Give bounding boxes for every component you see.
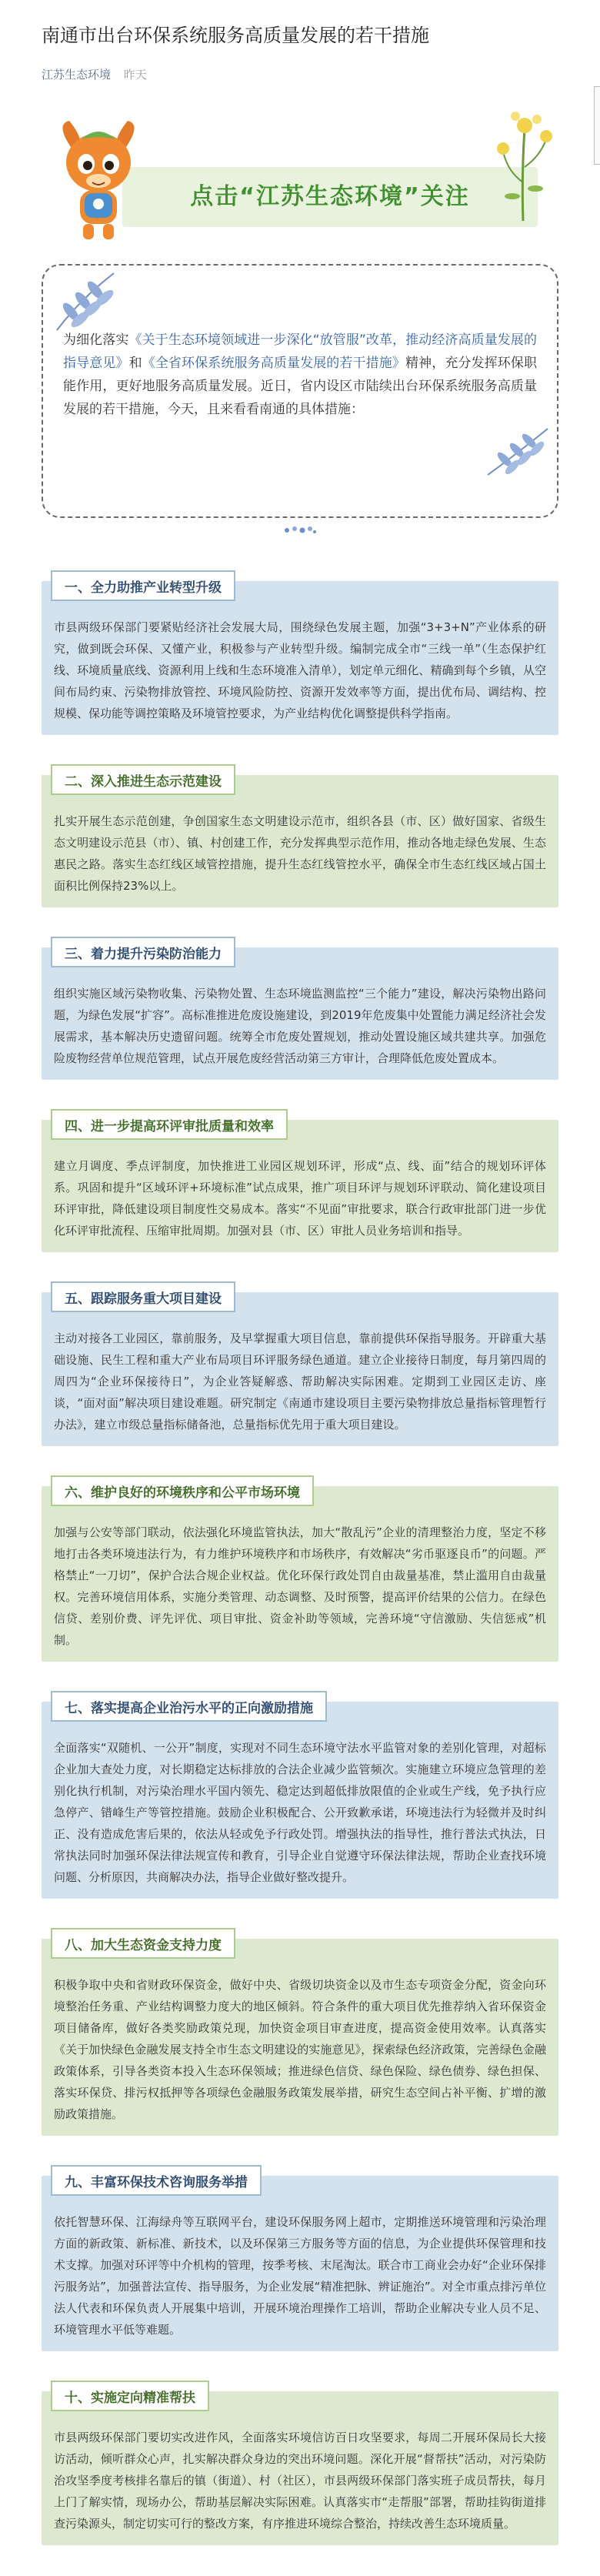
section-8 <box>42 1939 558 2136</box>
section-box <box>42 1486 558 1662</box>
section-box <box>42 1292 558 1446</box>
follow-banner-bar <box>122 167 538 227</box>
section-text: 主动对接各工业园区，靠前服务，及早掌握重大项目信息，靠前提供环保指导服务。开辟重大基础设施、民生工程和重大产业布局项目环评服务绿色通道。建立企业接待日制度，每月第四周的周四为“企业环保接待日”，为企业答疑解惑、帮助解决实际困难。定期到工业园区走访、座谈，“面对面”解决项目建设难题。研究制定《南通市建设项目主要污染物排放总量指标管理暂行办法》，建立市级总量指标储备池，总量指标优先用于重大项目建设。 <box>54 1331 546 1432</box>
section-text: 全面落实“双随机、一公开”制度，实现对不同生态环境守法水平监管对象的差别化管理，对超标企业加大查处力度，对长期稳定达标排放的合法企业减少监管频次。实施建立环境应急管理的差别化执行机制，对污染治理水平国内领先、稳定达到超低排放限值的企业或生产线，免予执行应急停产、错峰生产等管控措施。鼓励企业积极配合、公开致歉承诺，环境违法行为轻微并及时纠正、没有造成危害后果的，依法从轻或免予行政处罚。增强执法的指导性，推行普法式执法，日常执法同时加强环保法律法规宣传和教育，引导企业自觉遵守环保法律法规，帮助企业查找环境问题、分析原因，共商解决办法，指导企业做好整改提升。 <box>54 1741 546 1884</box>
section-3 <box>42 947 558 1080</box>
section-heading: 八、加大生态资金支持力度 <box>51 1928 235 1959</box>
section-text: 组织实施区域污染物收集、污染物处置、生态环境监测监控“三个能力”建设，解决污染物出路问题，为绿色发展“扩容”。高标准推进危废设施建设，到2019年危废集中处置能力满足经济社会发展需求，基本解决历史遗留问题。统筹全市危废处置规划，推动处置设施区域共建共享。加强危险废物经营单位规范管理，试点开展危废经营活动第三方审计，合理降低危废处置成本。 <box>54 987 546 1065</box>
section-4 <box>42 1120 558 1252</box>
section-6 <box>42 1486 558 1662</box>
section-heading: 十、实施定向精准帮扶 <box>51 2381 209 2411</box>
section-heading: 九、丰富环保技术咨询服务举措 <box>51 2165 262 2196</box>
section-box <box>42 947 558 1080</box>
leaf-icon <box>49 269 118 333</box>
intro-text-3: 精神，充分发挥环保职能作用，更好地服务高质量发展。近日，省内设区市陆续出台环保系统服务高质量发展的若干措施，今天，且来看看南通的具体措施： <box>63 356 538 417</box>
intro-paragraph <box>63 329 537 421</box>
section-text: 市县两级环保部门要紧贴经济社会发展大局，围绕绿色发展主题，加强“3+3+N”产业体系的研究，做到既会环保、又懂产业，积极参与产业转型升级。编制完成全市“三线一单”（生态保护红线、环境质量底线、资源利用上线和生态环境准入清单），划定单元细化、精确到每个乡镇，从空间布局约束、污染物排放管控、环境风险防控、资源开发效率等方面，提出优布局、调结构、控规模、保功能等调控策略及环境管控要求，为产业结构优化调整提供科学指南。 <box>54 620 546 720</box>
account-name-link[interactable]: 江苏生态环境 <box>42 68 112 82</box>
section-1 <box>42 581 558 735</box>
section-text: 扎实开展生态示范创建，争创国家生态文明建设示范市，组织各县（市、区）做好国家、省级生态文明建设示范县（市）、镇、村创建工作，充分发挥典型示范作用，推动各地走绿色发展、生态惠民之路。落实生态红线区域管控措施，提升生态红线管控水平，确保全市生态红线区域占国土面积比例保持23%以上。 <box>54 814 546 893</box>
intro-text-2: 和 <box>128 356 142 371</box>
divider-dots-icon <box>282 523 318 538</box>
section-text: 市县两级环保部门要切实改进作风，全面落实环境信访百日攻坚要求，每周二开展环保局长大接访活动，倾听群众心声，扎实解决群众身边的突出环境问题。深化开展“督帮扶”活动，对污染防治攻坚季度考核排名靠后的镇（街道）、村（社区），市县两级环保部门落实班子成员帮扶，每月上门了解实情，现场办公，帮助基层解决实际困难。认真落实市“走帮服”部署，帮助挂钩街道排查污染源头，制定切实可行的整改方案，有序推进环境综合整治，持续改善生态环境质量。 <box>54 2431 546 2531</box>
section-text: 依托智慧环保、江海绿舟等互联网平台，建设环保服务网上超市，定期推送环境管理和污染治理方面的新政策、新标准、新技术，以及环保第三方服务等方面的信息，为企业提供环保管理和技术支撑。加强对环评等中介机构的管理，按季考核、末尾淘汰。联合市工商业会办好“企业环保排污服务站”，加强普法宣传、指导服务，为企业发展“精准把脉、辨证施治”。对全市重点排污单位法人代表和环保负责人开展集中培训，开展环境治理操作工培训，帮助企业解决专业人员不足、环境管理水平低等难题。 <box>54 2215 546 2337</box>
section-10 <box>42 2391 558 2545</box>
article-header <box>0 0 600 82</box>
section-heading: 三、着力提升污染防治能力 <box>51 937 235 967</box>
section-7 <box>42 1702 558 1899</box>
intro-text-1: 为细化落实 <box>63 332 129 348</box>
follow-banner[interactable] <box>42 105 558 249</box>
mascot-icon <box>55 116 142 244</box>
section-9 <box>42 2176 558 2351</box>
flower-icon <box>492 105 554 221</box>
section-heading: 七、落实提高企业治污水平的正向激励措施 <box>51 1691 327 1722</box>
section-box <box>42 1702 558 1899</box>
section-box <box>42 1939 558 2136</box>
section-box <box>42 2391 558 2545</box>
section-heading: 四、进一步提高环评审批质量和效率 <box>51 1109 288 1140</box>
section-5 <box>42 1292 558 1446</box>
section-box <box>42 581 558 735</box>
section-heading: 六、维护良好的环境秩序和公平市场环境 <box>51 1475 314 1506</box>
section-text: 加强与公安等部门联动，依法强化环境监管执法，加大“散乱污”企业的清理整治力度，坚定不移地打击各类环境违法行为，有力维护环境秩序和市场秩序，有效解决“劣币驱逐良币”的问题。严格禁止“一刀切”，保护合法合规企业权益。优化环保行政处罚自由裁量基准，禁止滥用自由裁量权。完善环境信用体系，实施分类管理、动态调整、及时预警，提高评价结果的公信力。在绿色信贷、差别价费、评先评优、项目审批、资金补助等领域，完善环境“守信激励、失信惩戒”机制。 <box>54 1525 546 1647</box>
section-text: 建立月调度、季点评制度，加快推进工业园区规划环评，形成“点、线、面”结合的规划环评体系。巩固和提升“区域环评+环境标准”试点成果，推广项目环评与规划环评联动、简化建设项目环评审批，降低建设项目制度性交易成本。落实“不见面”审批要求，联合行政审批部门进一步优化环评审批流程、压缩审批周期。加强对县（市、区）审批人员业务培训和指导。 <box>54 1159 546 1238</box>
publish-time: 昨天 <box>123 68 147 82</box>
section-heading: 二、深入推进生态示范建设 <box>51 764 235 795</box>
article-meta <box>42 66 558 82</box>
intro-link-2: 《全省环保系统服务高质量发展的若干措施》 <box>142 356 405 371</box>
side-float-tab[interactable] <box>594 86 600 165</box>
section-box <box>42 775 558 907</box>
section-text: 积极争取中央和省财政环保资金，做好中央、省级切块资金以及市生态专项资金分配，资金向环境整治任务重、产业结构调整力度大的地区倾斜。符合条件的重大项目优先推荐纳入省环保资金项目储备库，做好各类奖励政策兑现，加快资金项目审查进度，提高资金使用效率。认真落实《关于加快绿色金融发展支持全市生态文明建设的实施意见》，探索绿色经济政策，完善绿色金融政策体系，引导各类资本投入生态环保领域；推进绿色信贷、绿色保险、绿色债券、绿色担保、落实环保贷、排污权抵押等各项绿色金融服务政策发展举措，研究生态空间占补平衡、扩增的激励政策措施。 <box>54 1978 546 2121</box>
intro-box <box>42 264 558 518</box>
leaf-icon <box>485 424 551 478</box>
section-2 <box>42 775 558 907</box>
section-heading: 五、跟踪服务重大项目建设 <box>51 1281 235 1312</box>
article-title: 南通市出台环保系统服务高质量发展的若干措施 <box>42 25 429 46</box>
section-box <box>42 2176 558 2351</box>
follow-banner-text: 点击“江苏生态环境”关注 <box>190 183 470 210</box>
section-heading: 一、全力助推产业转型升级 <box>51 570 235 601</box>
section-box <box>42 1120 558 1252</box>
intro-link-1: 《关于生态环境领域进一步深化“放管服”改革，推动经济高质量发展的指导意见》 <box>63 332 537 371</box>
